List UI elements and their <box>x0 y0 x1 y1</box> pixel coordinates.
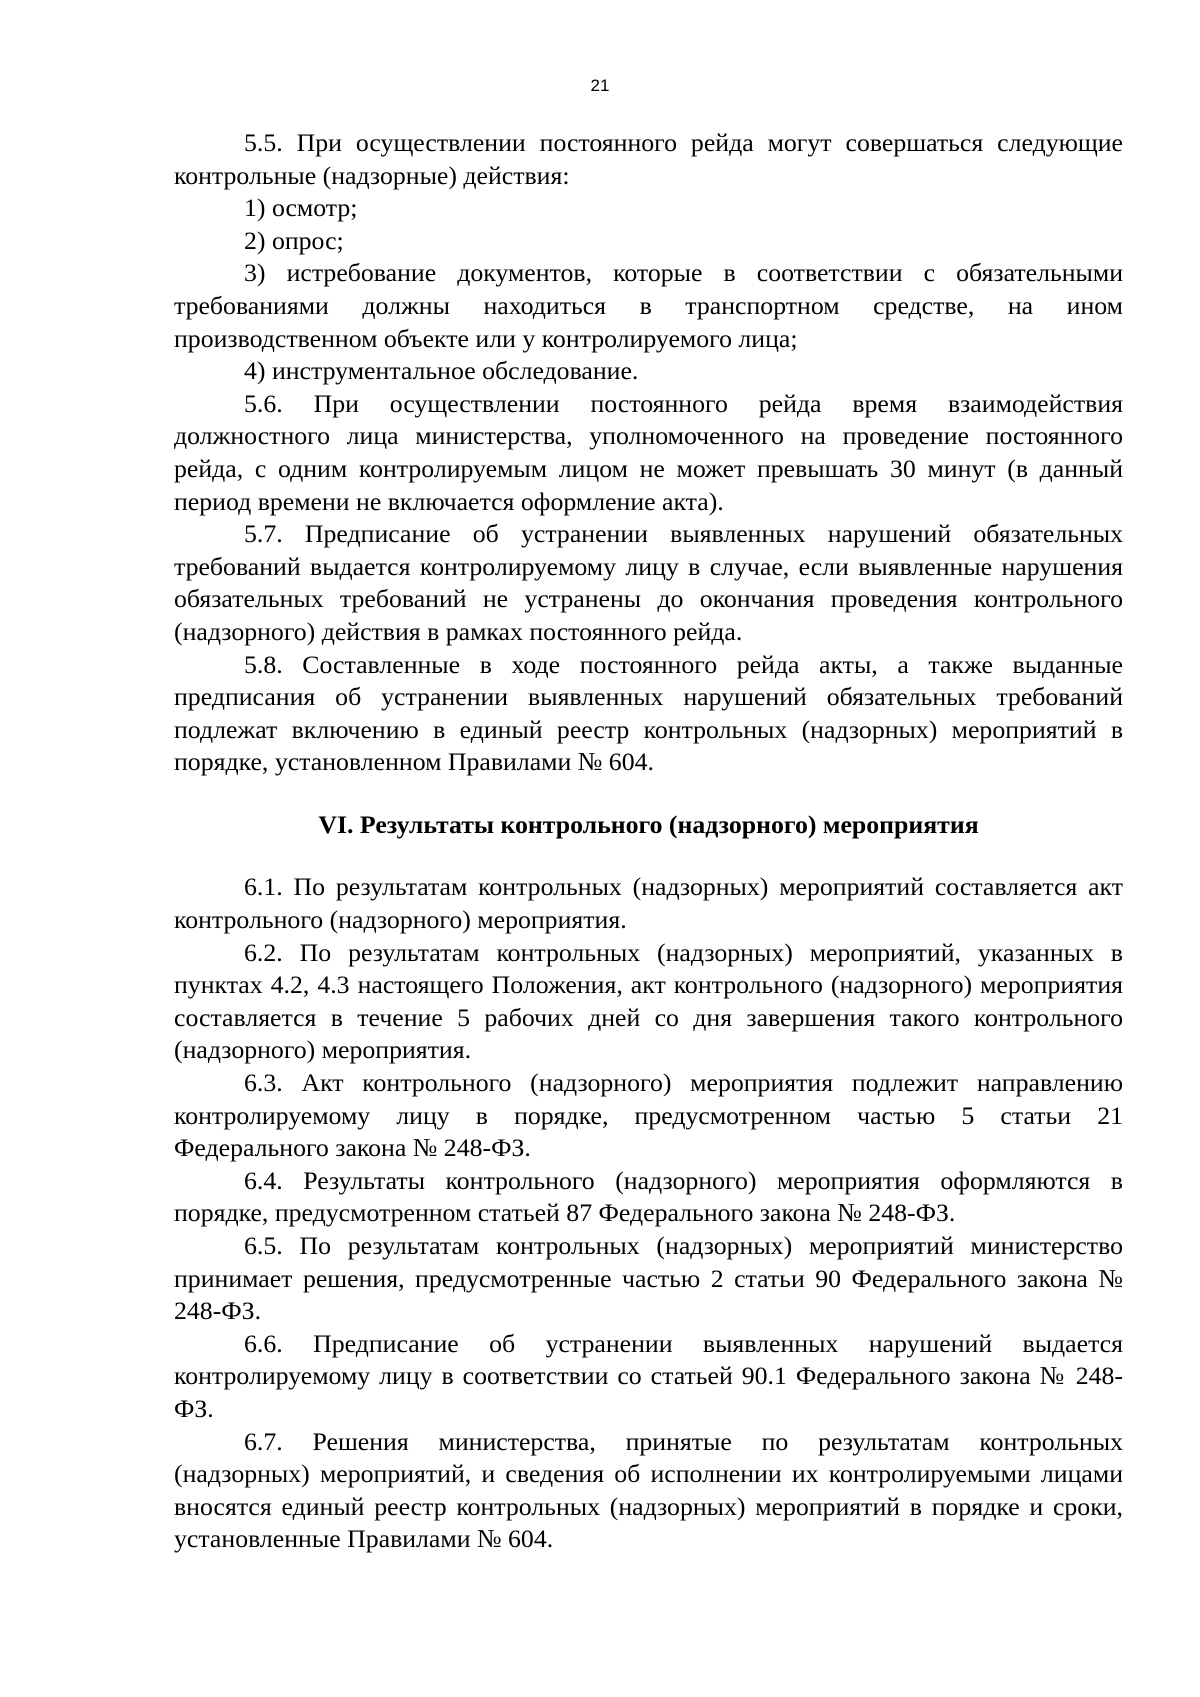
paragraph-6-2: 6.2. По результатам контрольных (надзорных) мероприятий, указанных в пунктах 4.2, 4.3 настоящего Положения, акт контрольного (надзорного) мероприятия составляется в течение 5 рабочих дней со дня завершения такого контрольного (надзорного) мероприятия. <box>174 937 1123 1065</box>
paragraph-6-7: 6.7. Решения министерства, принятые по результатам контрольных (надзорных) мероприятий, и сведения об исполнении их контролируемыми лицами вносятся единый реестр контрольных (надзорных) мероприятий в порядке и сроки, установленные Правилами № 604. <box>174 1426 1123 1554</box>
list-item-instrumental-examination: 4) инструментальное обследование. <box>244 356 639 386</box>
paragraph-5-5: 5.5. При осуществлении постоянного рейда могут совершаться следующие контрольные (надзорные) действия: <box>174 128 1123 190</box>
paragraph-6-3: 6.3. Акт контрольного (надзорного) мероприятия подлежит направлению контролируемому лицу в порядке, предусмотренном частью 5 статьи 21 Федерального закона № 248-ФЗ. <box>174 1068 1123 1163</box>
section-heading-vi: VI. Результаты контрольного (надзорного) мероприятия <box>318 809 979 839</box>
list-item-survey: 2) опрос; <box>244 225 344 255</box>
paragraph-6-4: 6.4. Результаты контрольного (надзорного) мероприятия оформляются в порядке, предусмотренном статьей 87 Федерального закона № 248-ФЗ. <box>174 1165 1123 1228</box>
paragraph-5-6: 5.6. При осуществлении постоянного рейда время взаимодействия должностного лица министерства, уполномоченного на проведение постоянного рейда, с одним контролируемым лицом не может превышать 30 минут (в данный период времени не включается оформление акта). <box>174 388 1123 516</box>
paragraph-6-6: 6.6. Предписание об устранении выявленных нарушений выдается контролируемому лицу в соответствии со статьей 90.1 Федерального закона № 248-ФЗ. <box>174 1328 1123 1423</box>
paragraph-5-7: 5.7. Предписание об устранении выявленных нарушений обязательных требований выдается контролируемому лицу в случае, если выявленные нарушения обязательных требований не устранены до окончания проведения контрольного (надзорного) действия в рамках постоянного рейда. <box>174 519 1123 646</box>
paragraph-5-8: 5.8. Составленные в ходе постоянного рейда акты, а также выданные предписания об устранении выявленных нарушений обязательных требований подлежат включению в единый реестр контрольных (надзорных) мероприятий в порядке, установленном Правилами № 604. <box>174 649 1123 777</box>
list-item-document-request: 3) истребование документов, которые в соответствии с обязательными требованиями должны находиться в транспортном средстве, на ином производственном объекте или у контролируемого лица; <box>174 258 1123 353</box>
document-body <box>174 127 1123 1556</box>
paragraph-6-5: 6.5. По результатам контрольных (надзорных) мероприятий министерство принимает решения, предусмотренные частью 2 статьи 90 Федерального закона № 248-ФЗ. <box>174 1231 1123 1326</box>
list-item-inspection: 1) осмотр; <box>244 193 358 223</box>
page-number: 21 <box>590 76 610 95</box>
paragraph-6-1: 6.1. По результатам контрольных (надзорных) мероприятий составляется акт контрольного (надзорного) мероприятия. <box>174 872 1123 935</box>
